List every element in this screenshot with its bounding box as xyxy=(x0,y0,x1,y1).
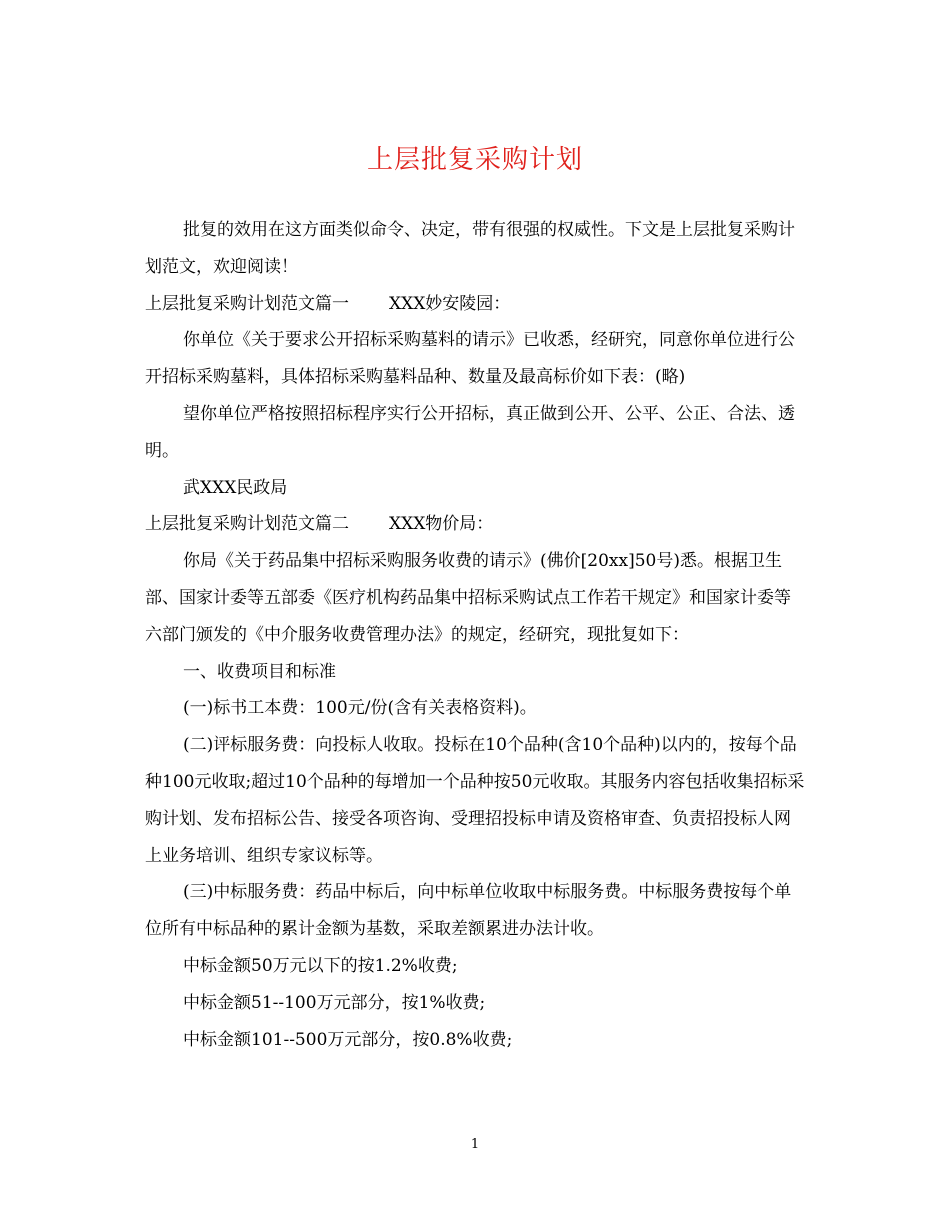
page-number: 1 xyxy=(470,1137,480,1152)
sample1-addressee: XXX妙安陵园： xyxy=(389,293,511,314)
document-body xyxy=(145,212,805,1058)
sample2-paragraph: (二)评标服务费：向投标人收取。投标在10个品种(含10个品种)以内的，按每个品种100元收取;超过10个品种的每增加一个品种按50元收取。其服务内容包括收集招标采购计划、发布招标公告、接受各项咨询、受理招投标申请及资格审查、负责招投标人网上业务培训、组织专家议标等。 xyxy=(145,735,805,866)
sample1-paragraph: 望你单位严格按照招标程序实行公开招标，真正做到公开、公平、公正、合法、透明。 xyxy=(145,403,795,461)
fee-rate-line: 中标金额50万元以下的按1.2%收费; xyxy=(183,955,458,976)
sample2-heading-line xyxy=(145,506,805,543)
fee-rate-line: 中标金额51--100万元部分，按1%收费; xyxy=(183,992,486,1013)
intro-paragraph: 批复的效用在这方面类似命令、决定，带有很强的权威性。下文是上层批复采购计划范文，欢迎阅读！ xyxy=(145,220,795,277)
sample1-signature: 武XXX民政局 xyxy=(183,477,288,498)
sample2-heading: 上层批复采购计划范文篇二 xyxy=(145,514,349,535)
sample1-paragraph: 你单位《关于要求公开招标采购墓料的请示》已收悉，经研究，同意你单位进行公开招标采购墓料，具体招标采购墓料品种、数量及最高标价如下表：(略) xyxy=(145,330,795,388)
sample2-paragraph: (三)中标服务费：药品中标后，向中标单位收取中标服务费。中标服务费按每个单位所有中标品种的累计金额为基数，采取差额累进办法计收。 xyxy=(145,882,792,940)
sample2-paragraph: 你局《关于药品集中招标采购服务收费的请示》(佛价[20xx]50号)悉。根据卫生部、国家计委等五部委《医疗机构药品集中招标采购试点工作若干规定》和国家计委等六部门颁发的《中介服务收费管理办法》的规定，经研究，现批复如下： xyxy=(145,551,791,645)
sample1-heading: 上层批复采购计划范文篇一 xyxy=(145,293,349,314)
sample2-paragraph: (一)标书工本费：100元/份(含有关表格资料)。 xyxy=(183,698,537,719)
document-title: 上层批复采购计划 xyxy=(366,145,583,175)
fee-rate-line: 中标金额101--500万元部分，按0.8%收费; xyxy=(183,1029,513,1050)
section-heading: 一、收费项目和标准 xyxy=(183,661,336,682)
sample1-heading-line xyxy=(145,286,805,323)
sample2-addressee: XXX物价局： xyxy=(389,514,494,535)
